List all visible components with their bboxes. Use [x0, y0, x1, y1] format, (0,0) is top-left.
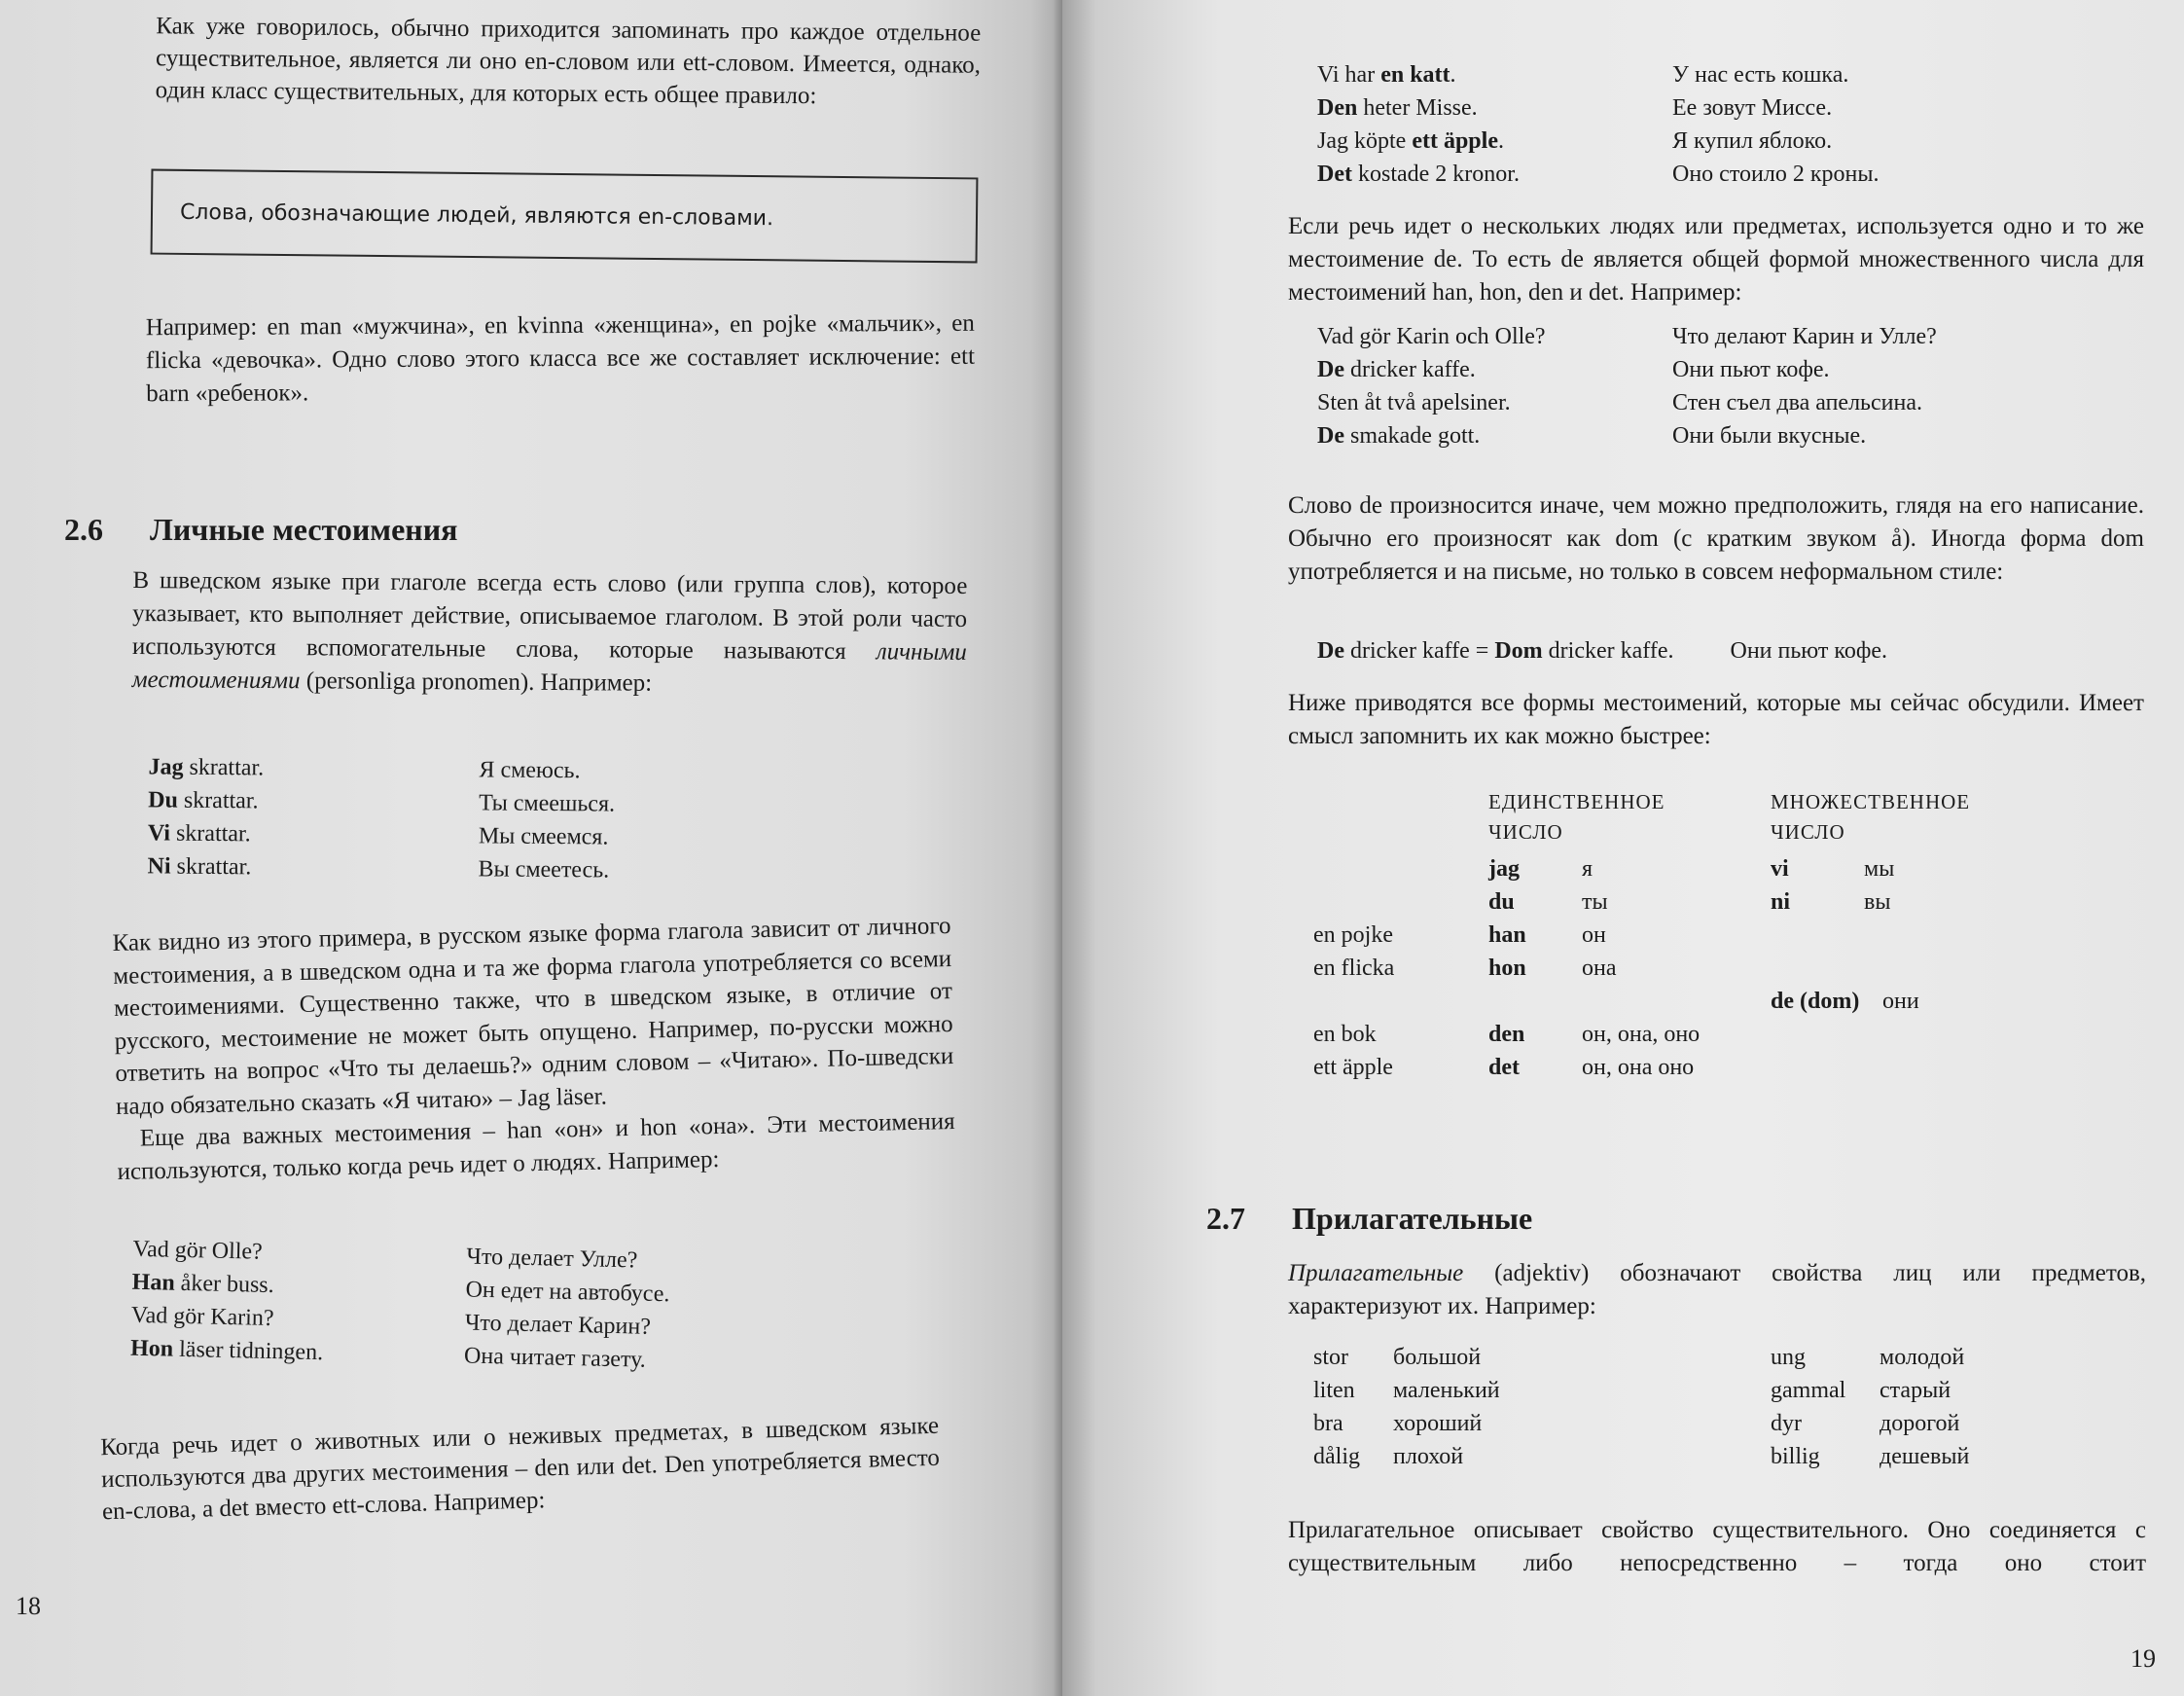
table-translation: он, она, оно — [1582, 1022, 1701, 1047]
table-noun: en flicka — [1313, 956, 1395, 981]
table-translation: вы — [1864, 889, 1891, 915]
de-dom-equation: De dricker kaffe = Dom dricker kaffe. Они пьют кофе. — [1317, 638, 1888, 664]
table-translation: ты — [1582, 889, 1608, 915]
table-noun: ett äpple — [1313, 1055, 1393, 1080]
table-translation: он — [1582, 922, 1606, 948]
pronoun-table — [1062, 0, 2184, 1168]
section-heading-2-7 — [1206, 1201, 1532, 1237]
examples-olle-karin: Vad gör Olle? Что делает Улле? Han åker buss. Он едет на автобусе. Vad gör Karin? Что делает Карин? Hon läser tidningen. Она читает газету. — [129, 1236, 670, 1373]
table-pronoun: de (dom) — [1771, 989, 1860, 1014]
example-paragraph: Например: en man «мужчина», en kvinna «женщина», en pojke «мальчик», en flicka «девочка». Одно слово этого класса все же составляет исключение: ett barn «ребенок». — [145, 309, 976, 408]
table-translation: он, она оно — [1582, 1055, 1695, 1080]
page-number: 19 — [2130, 1644, 2156, 1673]
table-pronoun: du — [1488, 889, 1515, 915]
pronouns-paragraph: В шведском языке при глаголе всегда есть слово (или группа слов), которое указывает, кто выполняет действие, описываемое глаголом. В этой роли часто используются вспомогательные слова, которые называются личными местоимениями (personliga pronomen). Например: — [131, 567, 968, 697]
table-noun: en bok — [1313, 1022, 1377, 1047]
table-pronoun: det — [1488, 1055, 1520, 1080]
animals-paragraph: Когда речь идет о животных или о неживых предметах, в шведском языке используются два других местоимения – den или det. Den употребляется вместо en-слова, а det вместо ett-слова. Например: — [99, 1412, 941, 1526]
page-number: 18 — [16, 1592, 41, 1620]
explanation-paragraph: Как видно из этого примера, в русском языке форма глагола зависит от личного местоимения, а в шведском одна и та же форма глагола употребляется со всеми местоимениями. Существенно также, что в шведском языке, в отличие от русского, местоимение не может быть опущено. Например, по-русски можно ответить на вопрос «Что ты делаешь?» одним словом – «Читаю». По-шведски надо обязательно сказать «Я читаю» – Jag läser. Еще два важных местоимения – han «он» и hon «она». Эти местоимения используются, только когда речь идет о людях. Например: — [112, 913, 955, 1185]
singular-header: ЕДИНСТВЕННОЕ ЧИСЛО — [1488, 790, 1665, 844]
table-pronoun: ni — [1771, 889, 1791, 915]
examples-laugh: Jag skrattar. Я смеюсь. Du skrattar. Ты смеешься. Vi skrattar. Мы смеемся. Ni skrattar. Вы смеетесь. — [147, 754, 616, 884]
italic-term: личными местоимениями — [131, 638, 967, 695]
rule-box — [151, 169, 979, 264]
table-translation: они — [1882, 989, 1919, 1014]
table-translation: я — [1582, 856, 1593, 882]
right-page — [1062, 0, 2184, 1696]
examples-de: Vad gör Karin och Olle? Что делают Карин и Улле? De dricker kaffe. Они пьют кофе. Sten åt två apelsiner. Стен съел два апельсина. De smakade gott. Они были вкусные. — [1317, 324, 1937, 449]
section-number: 2.6 — [64, 512, 103, 547]
adjectives-paragraph: Прилагательные (adjektiv) обозначают свойства лиц или предметов, характеризуют их. Например: — [1288, 1260, 2146, 1319]
intro-paragraph: Как уже говорилось, обычно приходится запоминать про каждое отдельное существительное, является ли оно en-словом или ett-словом. Имеется, однако, один класс существительных, для которых есть общее правило: — [155, 13, 982, 110]
plural-header: МНОЖЕСТВЕННОЕ ЧИСЛО — [1771, 790, 1971, 844]
pronunciation-paragraph: Слово de произносится иначе, чем можно предположить, глядя на его написание. Обычно его произносят как dom (с кратким звуком å). Иногда форма dom употребляется и на письме, но только в совсем неформальном стиле: — [1288, 492, 2144, 585]
section-title: Прилагательные — [1292, 1201, 1533, 1236]
table-pronoun: han — [1488, 922, 1526, 948]
rule-text: Слова, обозначающие людей, являются en-словами. — [179, 199, 774, 231]
table-translation: мы — [1864, 856, 1895, 882]
table-translation: она — [1582, 956, 1617, 981]
table-pronoun: den — [1488, 1022, 1525, 1047]
table-pronoun: hon — [1488, 956, 1526, 981]
section-title: Личные местоимения — [150, 512, 458, 547]
adjective-description-paragraph: Прилагательное описывает свойство существительного. Оно соединяется с существительным либо непосредственно – тогда оно стоит — [1288, 1517, 2146, 1576]
left-page — [0, 0, 1062, 1696]
section-number: 2.7 — [1206, 1201, 1245, 1236]
section-heading-2-6 — [64, 512, 457, 548]
plural-paragraph: Если речь идет о нескольких людях или предметах, используется одно и то же местоимение de. То есть de является общей формой множественного числа для местоимений han, hon, den и det. Например: — [1288, 213, 2144, 306]
table-pronoun: vi — [1771, 856, 1789, 882]
table-noun: en pojke — [1313, 922, 1393, 948]
examples-cat-apple: Vi har en katt. У нас есть кошка. Den heter Misse. Ее зовут Миссе. Jag köpte ett äpple. Я купил яблоко. Det kostade 2 kronor. Оно стоило 2 кроны. — [1317, 62, 1880, 187]
adjective-list: stor большой ung молодой liten маленький gammal старый bra хороший dyr дорогой dålig плохой billig дешевый — [1313, 1345, 1970, 1469]
equation-translation: Они пьют кофе. — [1730, 638, 1888, 664]
italic-term: Прилагательные — [1288, 1260, 1464, 1286]
table-pronoun: jag — [1488, 856, 1520, 882]
summary-paragraph: Ниже приводятся все формы местоимений, которые мы сейчас обсудили. Имеет смысл запомнить их как можно быстрее: — [1288, 690, 2144, 749]
